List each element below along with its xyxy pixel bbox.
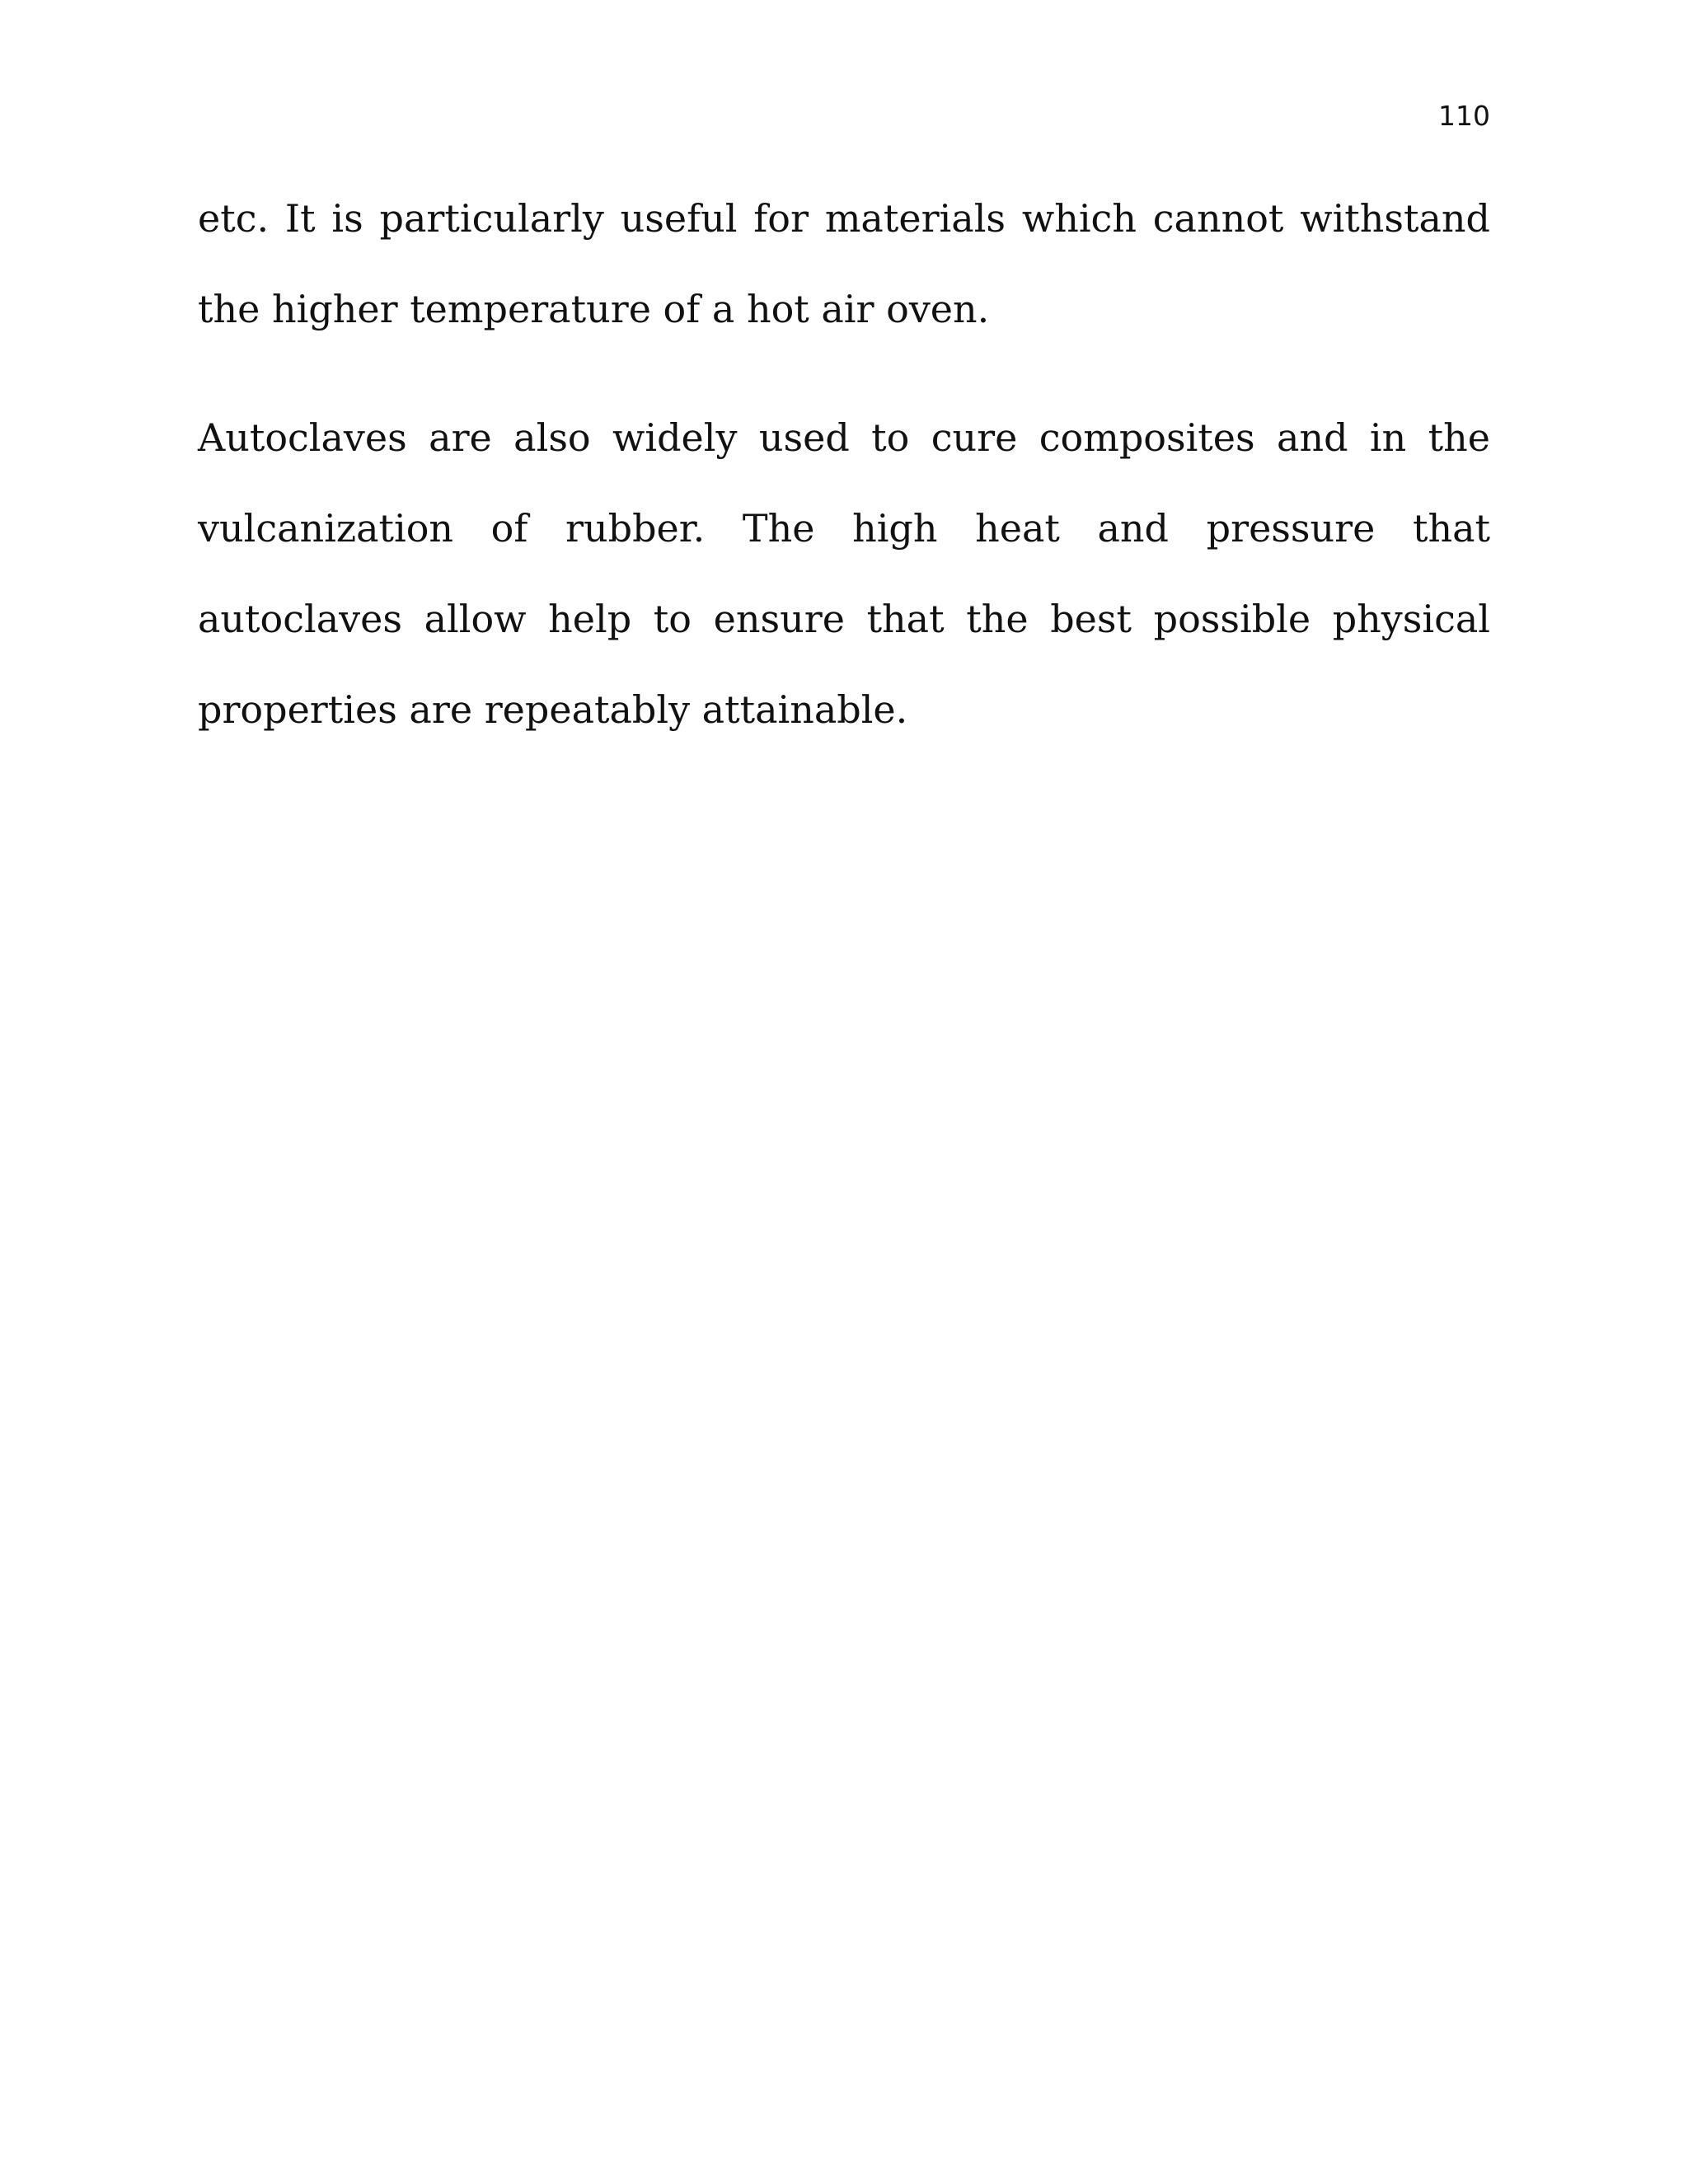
paragraph-autoclaves: Autoclaves are also widely used to cure composites and in the vulcanization of rubber. The high heat and pressure that autoclaves allow help to ensure that the best possible physical properties are repeatably attainable. [198, 415, 1490, 732]
paragraph-continuation: etc. It is particularly useful for materials which cannot withstand the higher temperature of a hot air oven. [198, 196, 1490, 331]
page-number: 110 [1438, 100, 1490, 132]
